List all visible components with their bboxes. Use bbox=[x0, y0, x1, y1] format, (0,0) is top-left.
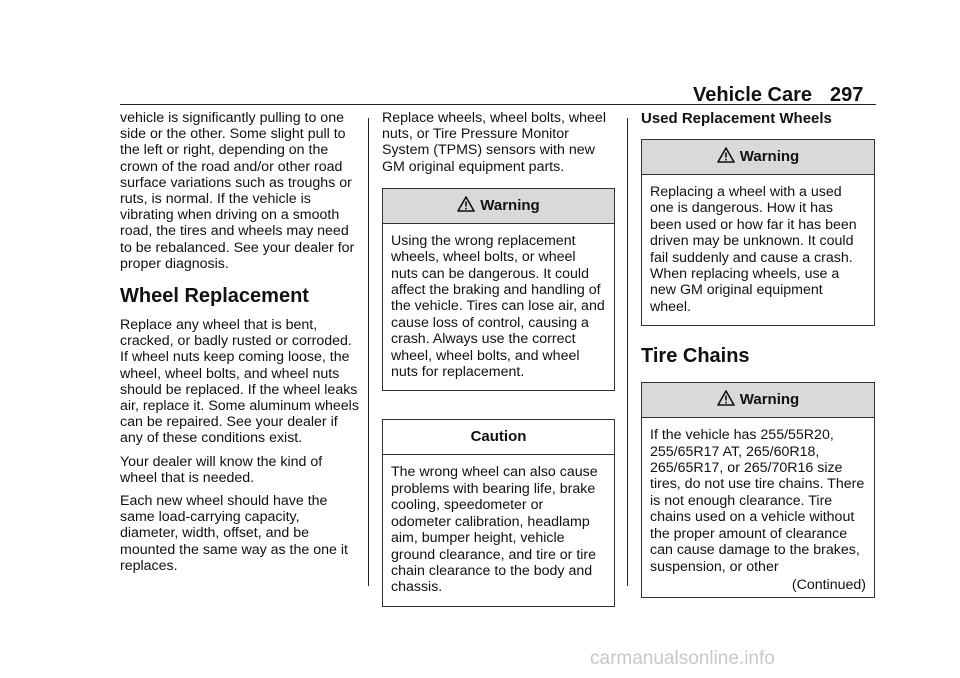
caution-body: The wrong wheel can also cause problems with bearing life, brake cooling, speedometer or odometer calibration, headlamp aim, bumper height, vehicle ground clearance, and tire or tire chain clearance to the body and chassis. bbox=[391, 464, 598, 596]
used-replacement-wheels-heading: Used Replacement Wheels bbox=[641, 110, 832, 127]
col2-intro-paragraph: Replace wheels, wheel bolts, wheel nuts, or Tire Pressure Monitor System (TPMS) sensors with new GM original equipment parts. bbox=[382, 110, 606, 175]
column-2 bbox=[382, 110, 615, 607]
column-3 bbox=[641, 110, 875, 598]
column-divider-1 bbox=[368, 118, 369, 586]
warning-title: Warning bbox=[480, 196, 540, 214]
used-wheels-warning-header bbox=[642, 140, 874, 175]
warning-box bbox=[382, 188, 615, 392]
column-divider-2 bbox=[627, 118, 628, 586]
wheel-replacement-heading: Wheel Replacement bbox=[120, 285, 309, 308]
column-1 bbox=[120, 110, 360, 581]
col1-paragraph-2: Your dealer will know the kind of wheel that is needed. bbox=[120, 453, 323, 486]
page-number: 297 bbox=[830, 84, 864, 106]
warning-body: Using the wrong replacement wheels, wheel bolts, or wheel nuts can be dangerous. It could affect the braking and handling of the vehicle. Tires can lose air, and cause loss of control, causing a crash. Always use the correct wheel, wheel bolts, and wheel nuts for replacement. bbox=[391, 232, 605, 381]
watermark: carmanualsonline.info bbox=[590, 648, 775, 669]
warning-title: Warning bbox=[739, 147, 800, 165]
warning-title: Warning bbox=[739, 391, 800, 409]
tire-chains-heading: Tire Chains bbox=[641, 345, 750, 368]
tire-chains-warning-box bbox=[641, 382, 875, 598]
tire-chains-warning-text: If the vehicle has 255/55R20, 255/65R17 AT, 265/60R18, 265/65R17, or 265/70R16 size tires, do not use tire chains. There is not enough clearance. Tire chains used on a vehicle without the proper amount of clearance can cause damage to the brakes, suspension, or other bbox=[650, 427, 865, 575]
col1-intro-paragraph: vehicle is significantly pulling to one side or the other. Some slight pull to the left or right, depending on the crown of the road and/or other road surface variations such as troughs or ruts, is normal. If the vehicle is vibrating when driving on a smooth road, the tires and wheels may need to be rebalanced. See your dealer for proper diagnosis. bbox=[120, 110, 355, 272]
used-wheels-warning-body: Replacing a wheel with a used one is dangerous. How it has been used or how far it has been driven may be unknown. It could fail suddenly and cause a crash. When replacing wheels, use a new GM original equipment wheel. bbox=[650, 184, 857, 315]
warning-box-header bbox=[383, 189, 614, 224]
warning-icon bbox=[717, 390, 735, 410]
used-wheels-warning-box bbox=[641, 139, 875, 326]
header-rule bbox=[120, 104, 876, 105]
warning-icon bbox=[717, 147, 735, 167]
page-header-title: Vehicle Care bbox=[693, 84, 812, 106]
continued-label: (Continued) bbox=[791, 576, 866, 593]
caution-box bbox=[382, 419, 615, 606]
col1-paragraph-3: Each new wheel should have the same load-carrying capacity, diameter, width, offset, and be mounted the same way as the one it replaces. bbox=[120, 493, 348, 574]
tire-chains-warning-header bbox=[642, 383, 874, 418]
tire-chains-warning-body bbox=[642, 418, 874, 597]
caution-title: Caution bbox=[470, 428, 527, 446]
caution-box-header bbox=[383, 420, 614, 455]
warning-icon bbox=[457, 196, 475, 216]
col1-paragraph-1: Replace any wheel that is bent, cracked, or badly rusted or corroded. If wheel nuts keep coming loose, the wheel, wheel bolts, and wheel nuts should be replaced. If the wheel leaks air, replace it. Some aluminum wheels can be repaired. See your dealer if any of these conditions exist. bbox=[120, 317, 359, 447]
